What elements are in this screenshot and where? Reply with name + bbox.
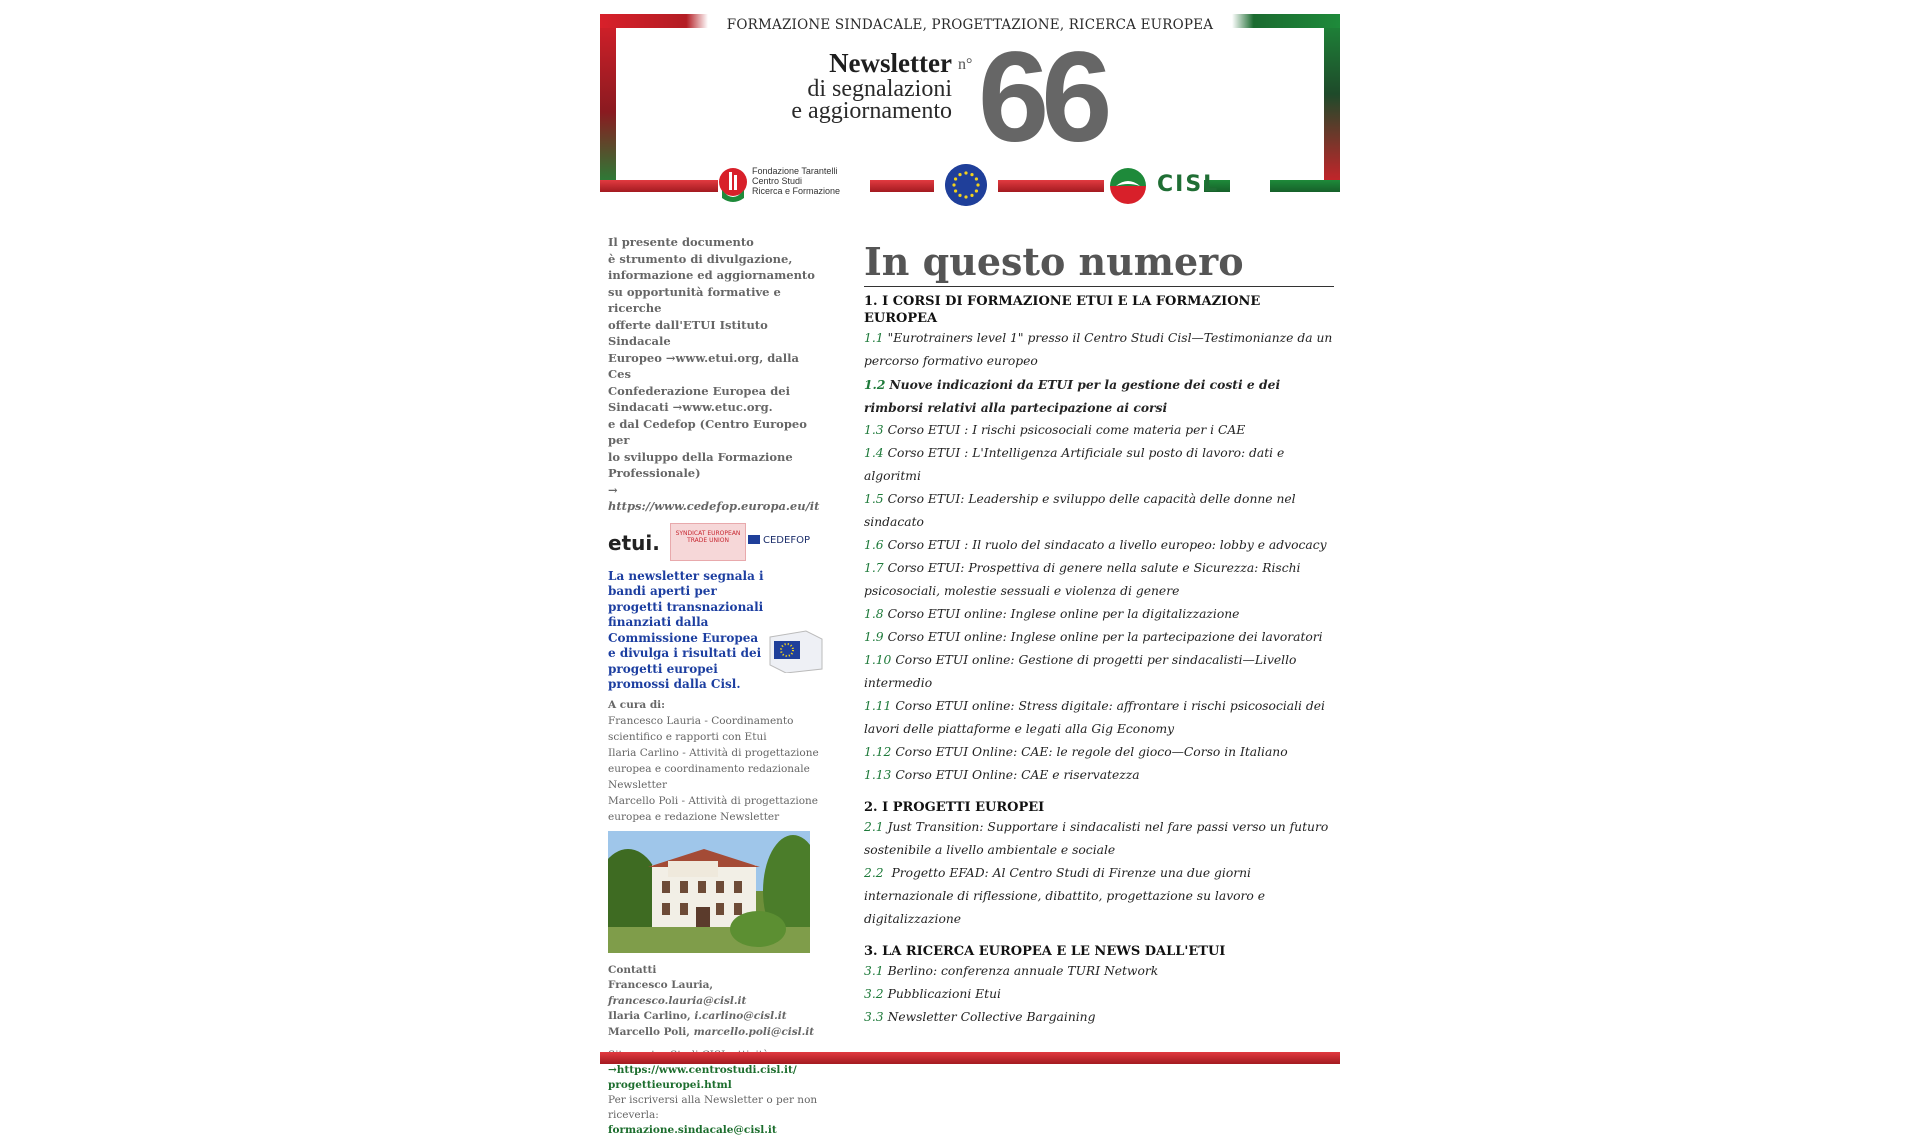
toc-item-number: 1.11 [864, 699, 892, 713]
intro-text [608, 234, 822, 515]
newsletter-page [600, 12, 1340, 1136]
contact-name: Ilaria Carlino, [608, 1010, 691, 1022]
intro-line: lo sviluppo della Formazione [608, 449, 793, 464]
frame-bottom-segment [870, 180, 934, 192]
toc-item-text: Corso ETUI online: Gestione di progetti per sindacalisti—Livello intermedio [864, 653, 1297, 690]
intro-line: informazione ed aggiornamento [608, 268, 815, 282]
toc-item[interactable] [864, 764, 1334, 787]
toc-item-text: "Eurotrainers level 1" presso il Centro Studi Cisl—Testimonianze da un percorso formativo europeo [864, 331, 1333, 368]
toc-section-title[interactable]: 2. I PROGETTI EUROPEI [864, 800, 1045, 815]
intro-line: su opportunità formative e ricerche [608, 284, 781, 315]
toc-item-text: Corso ETUI: Prospettiva di genere nella salute e Sicurezza: Rischi psicosociali, molestie sessuali e violenza di genere [864, 561, 1301, 598]
toc-item-number: 3.2 [864, 987, 884, 1001]
toc-item-number: 3.3 [864, 1010, 884, 1024]
frame-right-bar [1324, 14, 1340, 192]
table-of-contents [864, 240, 1334, 1029]
intro-line: è strumento di divulgazione, [608, 251, 793, 266]
subscribe-text: Per iscriversi alla Newsletter o per non [608, 1094, 818, 1106]
toc-item-number: 1.5 [864, 492, 884, 506]
newsletter-subtitle-1: di segnalazioni [807, 76, 952, 102]
contacts-title: Contatti [608, 963, 657, 976]
credit-line: europea e redazione Newsletter [608, 810, 780, 823]
intro-line: Il presente documento [608, 235, 754, 249]
intro-line: Professionale) [608, 466, 701, 480]
contacts-block [608, 963, 822, 1041]
toc-item-number: 1.12 [864, 745, 892, 759]
toc-item[interactable] [864, 649, 1334, 695]
frame-bottom-segment [998, 180, 1104, 192]
toc-item-text: Newsletter Collective Bargaining [887, 1010, 1096, 1024]
site-link[interactable]: →https://www.centrostudi.cisl.it/ [608, 1064, 797, 1076]
intro-line: e dal Cedefop (Centro Europeo per [608, 416, 807, 447]
toc-item-number: 1.13 [864, 768, 892, 782]
toc-item-text: Corso ETUI online: Inglese online per la partecipazione dei lavoratori [887, 630, 1323, 644]
foundation-name: Fondazione Tarantelli Centro Studi Ricerca e Formazione [752, 166, 841, 196]
contact-row [608, 1025, 822, 1041]
eu-small-flag-icon [748, 535, 760, 544]
toc-item-number: 1.4 [864, 446, 884, 460]
eu-commission-logo-icon [766, 629, 826, 673]
toc-item-text: Corso ETUI : L'Intelligenza Artificiale sul posto di lavoro: dati e algoritmi [864, 446, 1285, 483]
toc-item[interactable] [864, 534, 1334, 557]
toc-item[interactable] [864, 983, 1334, 1006]
credit-line: Ilaria Carlino - Attività di progettazione [608, 746, 819, 759]
spacer [864, 931, 1334, 937]
frame-left-bar [600, 14, 616, 192]
toc-item-number: 1.3 [864, 423, 884, 437]
left-sidebar [608, 234, 822, 1138]
credit-line: Newsletter [608, 778, 668, 791]
toc-item-number: 3.1 [864, 964, 884, 978]
toc-item-text: Corso ETUI Online: CAE: le regole del gioco—Corso in Italiano [895, 745, 1288, 759]
intro-line: offerte dall'ETUI Istituto Sindacale [608, 317, 768, 348]
centro-studi-building-photo [608, 831, 810, 953]
credit-line: Marcello Poli - Attività di progettazione [608, 794, 819, 807]
credit-line: Francesco Lauria - Coordinamento [608, 714, 794, 727]
toc-item-text: Corso ETUI online: Stress digitale: affrontare i rischi psicosociali dei lavori delle piattaforme e legati alla Gig Economy [864, 699, 1325, 736]
toc-item[interactable] [864, 373, 1334, 419]
intro-line[interactable]: Europeo →www.etui.org, dalla Ces [608, 350, 799, 381]
toc-item-text: Berlino: conferenza annuale TURI Network [887, 964, 1159, 978]
intro-line[interactable]: Sindacati →www.etuc.org. [608, 400, 773, 414]
newsletter-title: Newsletter [829, 48, 952, 78]
contact-email[interactable]: i.carlino@cisl.it [694, 1010, 787, 1022]
fondazione-tarantelli-logo-icon [718, 164, 748, 204]
issue-number-prefix: n° [958, 56, 973, 73]
contact-email[interactable]: francesco.lauria@cisl.it [608, 994, 747, 1007]
contact-email[interactable]: marcello.poli@cisl.it [693, 1025, 815, 1038]
credit-line: europea e coordinamento redazionale [608, 762, 810, 775]
call-for-projects-note [608, 569, 818, 693]
credit-line: scientifico e rapporti con Etui [608, 730, 767, 743]
toc-item[interactable] [864, 557, 1334, 603]
toc-item[interactable] [864, 626, 1334, 649]
toc-section-title[interactable]: 1. I CORSI DI FORMAZIONE ETUI E LA FORMAZIONE EUROPEA [864, 294, 1261, 326]
toc-item-text: Corso ETUI : Il ruolo del sindacato a livello europeo: lobby e advocacy [887, 538, 1327, 552]
toc-item-text: Progetto EFAD: Al Centro Studi di Firenze una due giorni internazionale di riflessione, dibattito, progettazione su lavoro e digitalizzazione [864, 866, 1266, 926]
frame-bottom-segment [600, 180, 718, 192]
toc-heading: In questo numero [864, 240, 1334, 287]
syndicat-european-logo [670, 523, 746, 561]
syndicat-label: SYNDICAT EUROPEAN TRADE UNION [675, 529, 741, 544]
subscribe-email[interactable]: formazione.sindacale@cisl.it [608, 1124, 777, 1136]
frame-bottom-segment [1270, 180, 1340, 192]
etui-logo: etui. [608, 530, 660, 555]
toc-item[interactable] [864, 327, 1334, 373]
toc-item-number: 1.7 [864, 561, 884, 575]
newsletter-subtitle-2: e aggiornamento [791, 98, 952, 124]
toc-item[interactable] [864, 603, 1334, 626]
toc-item-number: 1.2 [864, 377, 886, 392]
footer-bar [600, 1052, 1340, 1064]
issue-number: 66 [978, 26, 1105, 169]
cedefop-label: CEDEFOP [763, 534, 810, 546]
toc-item-number: 1.6 [864, 538, 884, 552]
intro-line: Confederazione Europea dei [608, 383, 790, 398]
toc-item-number: 2.2 [864, 866, 884, 880]
toc-item-text: Nuove indicazioni da ETUI per la gestione dei costi e dei rimborsi relativi alla partecipazione ai corsi [864, 377, 1281, 415]
toc-item-text: Pubblicazioni Etui [887, 987, 1001, 1001]
toc-item[interactable] [864, 1006, 1334, 1029]
call-text: La newsletter segnala i bandi aperti per progetti transnazionali finanziati dalla Commissione Europea e divulga i risultati dei progetti europei promossi dalla Cisl. [608, 568, 764, 691]
eu-flag-icon [945, 164, 987, 206]
cisl-logo-icon [1108, 164, 1148, 204]
toc-item-number: 1.10 [864, 653, 892, 667]
toc-item-number: 2.1 [864, 820, 884, 834]
toc-item[interactable] [864, 419, 1334, 442]
site-link-cont[interactable]: progettieuropei.html [608, 1079, 732, 1091]
toc-item-text: Corso ETUI Online: CAE e riservatezza [895, 768, 1140, 782]
toc-section-title[interactable]: 3. LA RICERCA EUROPEA E LE NEWS DALL'ETUI [864, 944, 1226, 959]
toc-item[interactable] [864, 442, 1334, 488]
subscribe-text: riceverla: [608, 1109, 659, 1121]
toc-item-number: 1.1 [864, 331, 884, 345]
toc-item[interactable] [864, 741, 1334, 764]
cedefop-logo [748, 535, 832, 546]
toc-item[interactable] [864, 695, 1334, 741]
contact-row [608, 1009, 822, 1025]
frame-top-left-bar [600, 14, 708, 28]
curated-title: A cura di: [608, 698, 666, 711]
toc-item[interactable] [864, 488, 1334, 534]
toc-item-number: 1.9 [864, 630, 884, 644]
editorial-credits [608, 697, 822, 825]
toc-item-text: Corso ETUI: Leadership e sviluppo delle capacità delle donne nel sindacato [864, 492, 1296, 529]
toc-item-text: Corso ETUI online: Inglese online per la digitalizzazione [887, 607, 1240, 621]
contact-row [608, 978, 822, 994]
frame-top-right-bar [1232, 14, 1340, 28]
header-kicker: FORMAZIONE SINDACALE, PROGETTAZIONE, RICERCA EUROPEA [726, 17, 1214, 33]
toc-item-text: Just Transition: Supportare i sindacalisti nel fare passi verso un futuro sostenibile a livello ambientale e sociale [864, 820, 1329, 857]
contact-name: Francesco Lauria, [608, 979, 714, 991]
cedefop-link[interactable]: → https://www.cedefop.europa.eu/it [608, 482, 820, 513]
cisl-label: CISL [1157, 172, 1220, 197]
toc-item-number: 1.8 [864, 607, 884, 621]
toc-item-text: Corso ETUI : I rischi psicosociali come materia per i CAE [887, 423, 1246, 437]
spacer [864, 787, 1334, 793]
toc-item[interactable] [864, 960, 1334, 983]
toc-item[interactable] [864, 862, 1334, 931]
toc-item[interactable] [864, 816, 1334, 862]
contact-name: Marcello Poli, [608, 1025, 690, 1038]
partner-logos [608, 523, 822, 563]
